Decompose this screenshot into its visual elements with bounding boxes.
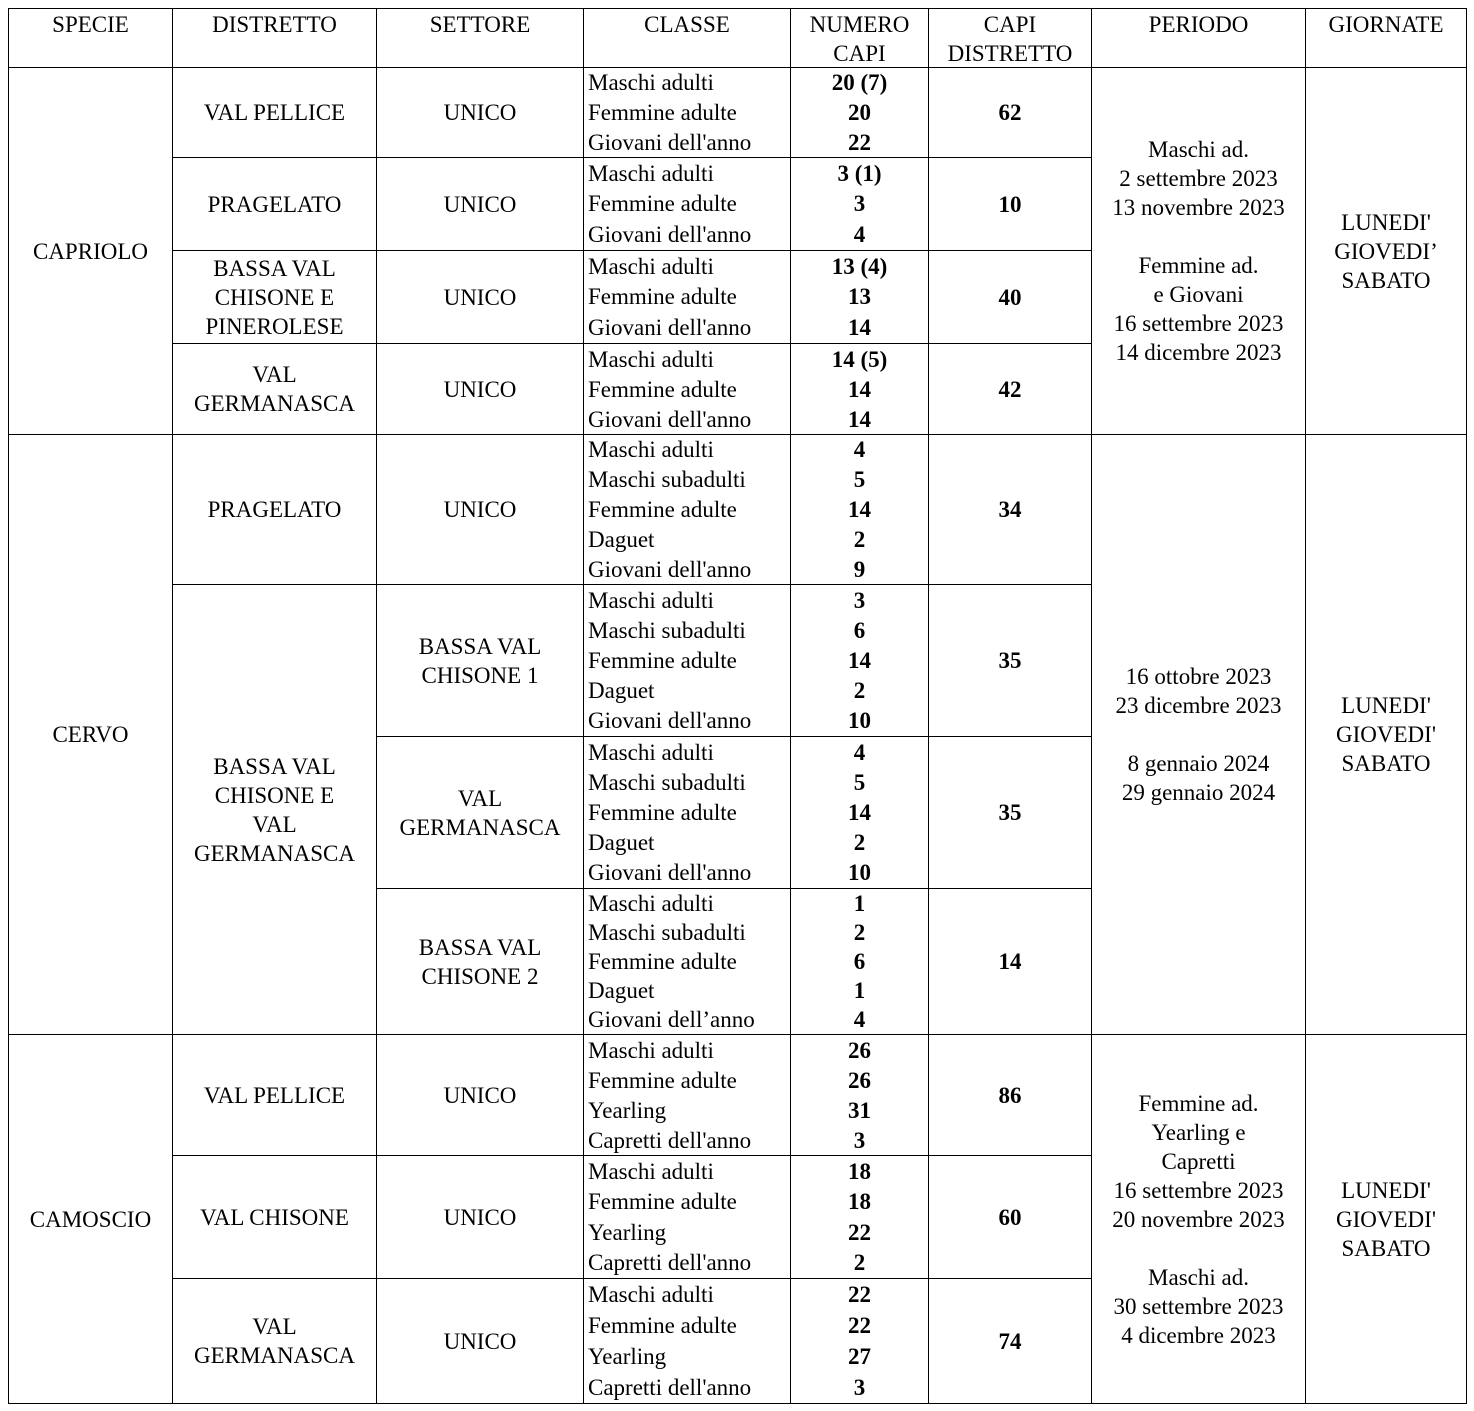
settore-cell-line: UNICO [443, 284, 517, 310]
classe-list-line: Capretti dell'anno [588, 1250, 752, 1276]
periodo-camoscio-line: Femmine ad. [1138, 1090, 1259, 1116]
numero-capi-list [791, 737, 929, 889]
classe-list [584, 251, 791, 344]
numero-capi-list-line: 14 [848, 376, 871, 402]
hunting-quota-table [8, 8, 1467, 1404]
classe-list-line: Maschi adulti [588, 70, 714, 96]
settore-cell [377, 889, 584, 1035]
numero-capi-list-line: 20 [848, 99, 871, 125]
header-numero-capi-line: NUMERO [809, 12, 910, 37]
header-giornate [1306, 8, 1467, 68]
numero-capi-list-line: 4 [853, 222, 866, 248]
classe-list-line: Maschi adulti [588, 253, 714, 279]
numero-capi-list-line: 2 [853, 526, 866, 552]
distretto-cell-line: GERMANASCA [193, 391, 356, 416]
classe-list-line: Maschi adulti [588, 346, 714, 372]
numero-capi-list-line: 14 [848, 647, 871, 673]
classe-list-line: Daguet [588, 678, 655, 704]
classe-list-line: Femmine adulte [588, 1189, 737, 1215]
numero-capi-list-line: 14 [848, 496, 871, 522]
giornate-camoscio-line: GIOVEDI' [1336, 1206, 1436, 1232]
distretto-cell-line: GERMANASCA [193, 840, 356, 866]
periodo-cervo [1092, 435, 1306, 1035]
classe-list-line: Maschi adulti [588, 587, 714, 613]
numero-capi-list-line: 6 [853, 617, 866, 643]
settore-cell [377, 1156, 584, 1279]
classe-list-line: Maschi adulti [588, 1037, 714, 1063]
settore-cell-line: BASSA VAL [418, 934, 542, 960]
specie-cervo-line: CERVO [52, 722, 129, 747]
capi-distretto-value-line: 60 [998, 1204, 1022, 1230]
settore-cell-line: UNICO [443, 497, 517, 522]
numero-capi-list-line: 13 [848, 284, 871, 310]
numero-capi-list-line: 4 [853, 437, 866, 463]
capi-distretto-value-line: 35 [998, 648, 1022, 673]
header-periodo-line: PERIODO [1148, 12, 1249, 37]
classe-list-line: Giovani dell'anno [588, 315, 752, 341]
classe-list-line: Yearling [588, 1097, 667, 1123]
specie-capriolo [8, 68, 173, 435]
giornate-capriolo-line: GIOVEDI’ [1334, 238, 1438, 264]
capi-distretto-value-line: 14 [998, 949, 1022, 974]
header-capi-distretto-line: CAPI [983, 12, 1037, 37]
classe-list [584, 889, 791, 1035]
header-distretto [173, 8, 377, 68]
classe-list-line: Maschi subadulti [588, 617, 746, 643]
periodo-capriolo [1092, 68, 1306, 435]
numero-capi-list-line: 3 [853, 191, 866, 217]
header-periodo [1092, 8, 1306, 68]
numero-capi-list [791, 158, 929, 251]
numero-capi-list-line: 6 [853, 949, 866, 974]
periodo-capriolo-line: 2 settembre 2023 [1119, 166, 1278, 191]
header-giornate-line: GIORNATE [1328, 12, 1444, 37]
capi-distretto-value-line: 10 [998, 191, 1022, 217]
capi-distretto-value-line: 34 [998, 497, 1022, 522]
numero-capi-list-line: 10 [848, 708, 871, 734]
distretto-cell-line: VAL [252, 1314, 297, 1339]
classe-list-line: Femmine adulte [588, 99, 737, 125]
settore-cell [377, 1035, 584, 1156]
classe-list-line: Maschi adulti [588, 739, 714, 765]
classe-list-line: Maschi subadulti [588, 769, 746, 795]
periodo-camoscio-line: Capretti [1161, 1148, 1236, 1174]
specie-capriolo-line: CAPRIOLO [32, 238, 148, 264]
numero-capi-list-line: 10 [848, 860, 871, 886]
periodo-capriolo-line: 13 novembre 2023 [1112, 195, 1285, 220]
classe-list-line: Femmine adulte [588, 647, 737, 673]
numero-capi-list-line: 2 [853, 920, 866, 945]
distretto-cell [173, 251, 377, 344]
numero-capi-list-line: 9 [853, 556, 866, 582]
distretto-cell-line: PRAGELATO [207, 497, 342, 522]
periodo-cervo-line: 23 dicembre 2023 [1115, 693, 1282, 718]
numero-capi-list-line: 14 [848, 799, 871, 825]
header-numero-capi-line: CAPI [833, 41, 886, 66]
header-settore-line: SETTORE [429, 12, 531, 37]
capi-distretto-value [929, 251, 1092, 344]
header-specie-line: SPECIE [52, 12, 129, 37]
classe-list-line: Capretti dell'anno [588, 1375, 752, 1400]
capi-distretto-value [929, 435, 1092, 585]
classe-list [584, 1156, 791, 1279]
settore-cell-line: CHISONE 1 [421, 662, 539, 688]
classe-list-line: Yearling [588, 1219, 667, 1245]
classe-list-line: Maschi adulti [588, 1158, 714, 1184]
capi-distretto-value [929, 1035, 1092, 1156]
distretto-cell [173, 1035, 377, 1156]
header-classe-line: CLASSE [644, 12, 730, 37]
settore-cell [377, 68, 584, 158]
settore-cell-line: VAL [457, 785, 503, 811]
numero-capi-list-line: 2 [853, 1250, 866, 1276]
numero-capi-list-line: 5 [853, 769, 866, 795]
header-classe [584, 8, 791, 68]
numero-capi-list-line: 18 [848, 1158, 871, 1184]
numero-capi-list-line: 14 (5) [831, 346, 888, 372]
numero-capi-list-line: 20 (7) [831, 70, 888, 96]
periodo-camoscio-line: Yearling e [1151, 1119, 1246, 1145]
classe-list-line: Femmine adulte [588, 949, 737, 974]
numero-capi-list-line: 27 [848, 1344, 871, 1369]
settore-cell [377, 1279, 584, 1404]
giornate-camoscio-line: SABATO [1341, 1235, 1431, 1261]
periodo-capriolo-line: Maschi ad. [1148, 137, 1249, 162]
periodo-camoscio-line: 30 settembre 2023 [1113, 1293, 1284, 1319]
periodo-capriolo-line: 14 dicembre 2023 [1115, 340, 1282, 365]
settore-cell [377, 158, 584, 251]
classe-list-line: Daguet [588, 526, 655, 552]
distretto-cell-line: VAL PELLICE [203, 1082, 346, 1108]
giornate-capriolo [1306, 68, 1467, 435]
settore-cell-line: UNICO [443, 100, 517, 125]
classe-list-line: Maschi subadulti [588, 467, 746, 493]
numero-capi-list-line: 5 [853, 467, 866, 493]
distretto-cell-line: BASSA VAL [213, 255, 336, 281]
capi-distretto-value-line: 62 [998, 100, 1022, 125]
giornate-camoscio [1306, 1035, 1467, 1404]
giornate-cervo-line: GIOVEDI' [1336, 722, 1436, 747]
giornate-cervo-line: SABATO [1341, 751, 1431, 776]
numero-capi-list-line: 14 [848, 315, 871, 341]
numero-capi-list-line: 3 [853, 1375, 866, 1400]
classe-list [584, 344, 791, 435]
distretto-cell [173, 1156, 377, 1279]
classe-list-line: Giovani dell’anno [588, 1007, 755, 1032]
distretto-cell [173, 1279, 377, 1404]
settore-cell-line: CHISONE 2 [421, 963, 539, 989]
settore-cell-line: UNICO [443, 1204, 517, 1230]
classe-list [584, 68, 791, 158]
specie-cervo [8, 435, 173, 1035]
classe-list-line: Giovani dell'anno [588, 129, 752, 155]
classe-list-line: Daguet [588, 978, 655, 1003]
settore-cell-line: UNICO [443, 376, 517, 402]
periodo-capriolo-line: Femmine ad. [1138, 253, 1259, 278]
classe-list [584, 585, 791, 737]
distretto-cell-line: BASSA VAL [213, 753, 336, 779]
numero-capi-list [791, 1279, 929, 1404]
classe-list-line: Giovani dell'anno [588, 556, 752, 582]
numero-capi-list [791, 435, 929, 585]
classe-list-line: Giovani dell'anno [588, 708, 752, 734]
settore-cell [377, 737, 584, 889]
periodo-camoscio-line: 20 novembre 2023 [1112, 1206, 1285, 1232]
periodo-cervo-line: 8 gennaio 2024 [1127, 751, 1270, 776]
header-capi-distretto [929, 8, 1092, 68]
periodo-camoscio-line: 16 settembre 2023 [1113, 1177, 1284, 1203]
numero-capi-list-line: 3 [853, 1127, 866, 1153]
distretto-cell [173, 585, 377, 1035]
classe-list [584, 1035, 791, 1156]
numero-capi-list [791, 1035, 929, 1156]
periodo-cervo-line: 29 gennaio 2024 [1121, 780, 1276, 805]
distretto-cell [173, 344, 377, 435]
numero-capi-list [791, 251, 929, 344]
numero-capi-list [791, 68, 929, 158]
giornate-capriolo-line: LUNEDI' [1341, 209, 1431, 235]
classe-list-line: Giovani dell'anno [588, 406, 752, 432]
classe-list-line: Giovani dell'anno [588, 860, 752, 886]
distretto-cell-line: VAL [252, 811, 297, 837]
settore-cell-line: UNICO [443, 1082, 517, 1108]
distretto-cell-line: CHISONE E [214, 782, 335, 808]
capi-distretto-value-line: 74 [998, 1328, 1022, 1354]
distretto-cell [173, 158, 377, 251]
header-numero-capi [791, 8, 929, 68]
giornate-cervo [1306, 435, 1467, 1035]
classe-list-line: Femmine adulte [588, 376, 737, 402]
numero-capi-list-line: 18 [848, 1189, 871, 1215]
specie-camoscio [8, 1035, 173, 1404]
classe-list [584, 435, 791, 585]
numero-capi-list [791, 1156, 929, 1279]
settore-cell-line: UNICO [443, 1328, 517, 1354]
header-settore [377, 8, 584, 68]
settore-cell [377, 251, 584, 344]
header-capi-distretto-line: DISTRETTO [947, 41, 1073, 66]
settore-cell [377, 585, 584, 737]
numero-capi-list [791, 585, 929, 737]
capi-distretto-value [929, 737, 1092, 889]
header-specie [8, 8, 173, 68]
distretto-cell-line: PINEROLESE [205, 313, 344, 339]
giornate-cervo-line: LUNEDI' [1341, 693, 1431, 718]
settore-cell [377, 344, 584, 435]
capi-distretto-value-line: 86 [998, 1082, 1022, 1108]
classe-list-line: Giovani dell'anno [588, 222, 752, 248]
settore-cell-line: GERMANASCA [399, 814, 561, 840]
numero-capi-list-line: 1 [853, 891, 866, 916]
classe-list-line: Femmine adulte [588, 496, 737, 522]
capi-distretto-value [929, 889, 1092, 1035]
numero-capi-list-line: 14 [848, 406, 871, 432]
capi-distretto-value-line: 40 [998, 284, 1022, 310]
periodo-camoscio-line: Maschi ad. [1148, 1264, 1249, 1290]
numero-capi-list-line: 22 [848, 129, 871, 155]
numero-capi-list [791, 344, 929, 435]
periodo-capriolo-line: e Giovani [1153, 282, 1244, 307]
classe-list [584, 737, 791, 889]
classe-list-line: Maschi adulti [588, 437, 714, 463]
numero-capi-list-line: 1 [853, 978, 866, 1003]
capi-distretto-value [929, 344, 1092, 435]
capi-distretto-value [929, 585, 1092, 737]
classe-list-line: Femmine adulte [588, 1313, 737, 1338]
numero-capi-list-line: 22 [848, 1313, 871, 1338]
distretto-cell-line: VAL PELLICE [203, 100, 346, 125]
numero-capi-list [791, 889, 929, 1035]
settore-cell [377, 435, 584, 585]
numero-capi-list-line: 31 [848, 1097, 871, 1123]
classe-list [584, 1279, 791, 1404]
distretto-cell-line: PRAGELATO [207, 191, 342, 217]
classe-list-line: Femmine adulte [588, 799, 737, 825]
periodo-camoscio [1092, 1035, 1306, 1404]
settore-cell-line: BASSA VAL [418, 633, 542, 659]
numero-capi-list-line: 22 [848, 1282, 871, 1307]
capi-distretto-value [929, 158, 1092, 251]
classe-list-line: Yearling [588, 1344, 667, 1369]
giornate-camoscio-line: LUNEDI' [1341, 1177, 1431, 1203]
classe-list-line: Maschi adulti [588, 1282, 714, 1307]
numero-capi-list-line: 22 [848, 1219, 871, 1245]
periodo-camoscio-line: 4 dicembre 2023 [1121, 1322, 1276, 1348]
distretto-cell-line: VAL [252, 362, 297, 387]
capi-distretto-value [929, 68, 1092, 158]
numero-capi-list-line: 26 [848, 1037, 871, 1063]
numero-capi-list-line: 13 (4) [831, 253, 888, 279]
giornate-capriolo-line: SABATO [1341, 267, 1431, 293]
numero-capi-list-line: 3 [853, 587, 866, 613]
classe-list-line: Capretti dell'anno [588, 1127, 752, 1153]
numero-capi-list-line: 4 [853, 1007, 866, 1032]
capi-distretto-value-line: 35 [998, 800, 1022, 825]
numero-capi-list-line: 3 (1) [837, 160, 882, 186]
periodo-capriolo-line: 16 settembre 2023 [1113, 311, 1284, 336]
numero-capi-list-line: 4 [853, 739, 866, 765]
distretto-cell-line: CHISONE E [214, 284, 335, 310]
periodo-cervo-line: 16 ottobre 2023 [1125, 664, 1272, 689]
specie-camoscio-line: CAMOSCIO [29, 1206, 152, 1232]
capi-distretto-value-line: 42 [998, 376, 1022, 402]
classe-list-line: Femmine adulte [588, 1067, 737, 1093]
classe-list-line: Maschi adulti [588, 160, 714, 186]
header-distretto-line: DISTRETTO [212, 12, 337, 37]
capi-distretto-value [929, 1279, 1092, 1404]
distretto-cell [173, 435, 377, 585]
classe-list [584, 158, 791, 251]
numero-capi-list-line: 2 [853, 830, 866, 856]
classe-list-line: Femmine adulte [588, 284, 737, 310]
classe-list-line: Daguet [588, 830, 655, 856]
settore-cell-line: UNICO [443, 191, 517, 217]
distretto-cell-line: GERMANASCA [193, 1343, 356, 1368]
classe-list-line: Femmine adulte [588, 191, 737, 217]
distretto-cell [173, 68, 377, 158]
capi-distretto-value [929, 1156, 1092, 1279]
classe-list-line: Maschi adulti [588, 891, 714, 916]
classe-list-line: Maschi subadulti [588, 920, 746, 945]
numero-capi-list-line: 2 [853, 678, 866, 704]
numero-capi-list-line: 26 [848, 1067, 871, 1093]
distretto-cell-line: VAL CHISONE [200, 1204, 349, 1230]
